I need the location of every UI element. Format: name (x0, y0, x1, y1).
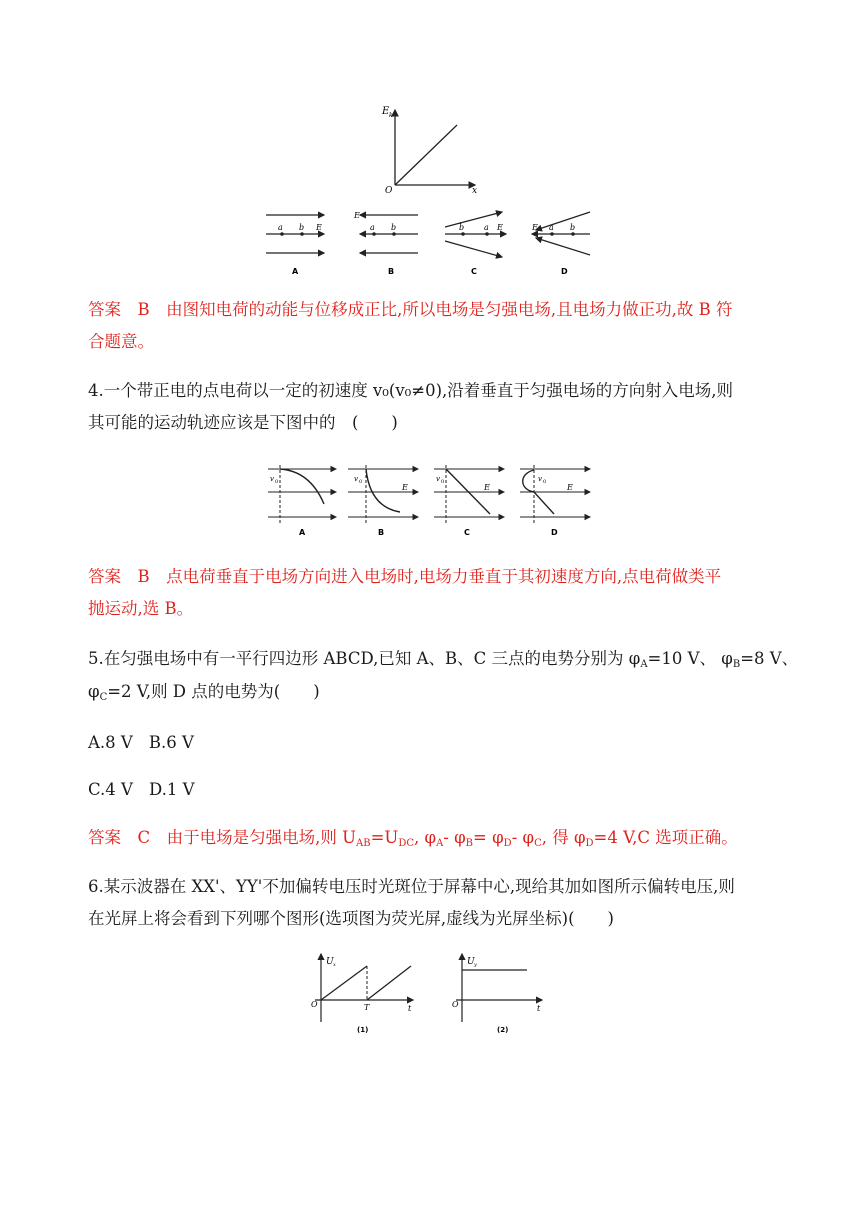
svg-text:b: b (391, 223, 397, 232)
answer-4-line-1: 答案 B 点电荷垂直于电场方向进入电场时,电场力垂直于其初速度方向,点电荷做类平 (88, 567, 722, 586)
field-option-b (353, 211, 418, 276)
trajectory-options-figure (262, 462, 597, 542)
question-4-line-2: 其可能的运动轨迹应该是下图中的 ( ) (88, 413, 398, 432)
option-label: A (299, 528, 306, 537)
ux-sawtooth-graph (311, 954, 413, 1034)
option-d[interactable]: D.1 V (148, 780, 195, 799)
svg-text:E: E (484, 483, 490, 492)
svg-text:a: a (484, 223, 489, 232)
option-a[interactable]: A.8 V (88, 733, 133, 752)
svg-text:E: E (402, 483, 408, 492)
svg-text:b: b (299, 223, 305, 232)
svg-text:v: v (354, 475, 358, 483)
svg-text:U: U (467, 957, 475, 967)
svg-text:v: v (538, 475, 542, 483)
trajectory-option-b (348, 465, 418, 537)
svg-text:b: b (570, 223, 576, 232)
option-label: A (292, 267, 299, 276)
svg-text:0: 0 (543, 479, 547, 485)
svg-text:E: E (567, 483, 573, 492)
field-option-d (531, 212, 590, 276)
svg-text:0: 0 (359, 479, 363, 485)
question-5-line-1: 5.在匀强电场中有一平行四边形 ABCD,已知 A、B、C 三点的电势分别为 $\varphi_A=10$ V、 $\varphi_B=8$ V、 (88, 649, 799, 670)
svg-text:(2): (2) (497, 1026, 509, 1034)
svg-text:O: O (311, 1000, 318, 1009)
svg-text:(1): (1) (357, 1026, 369, 1034)
deflection-voltage-figure (305, 950, 555, 1040)
svg-text:O: O (452, 1000, 459, 1009)
y-label: E (382, 106, 390, 117)
svg-text:a: a (549, 223, 554, 232)
svg-text:U: U (326, 957, 334, 967)
svg-text:x: x (333, 962, 336, 968)
question-5-line-2: $\varphi_C=2$ V,则 D 点的电势为( ) (88, 682, 320, 703)
svg-text:T: T (364, 1003, 370, 1012)
field-option-a (266, 215, 324, 276)
ek-line (395, 125, 457, 185)
svg-text:v: v (270, 475, 274, 483)
answer-3-line-1: 答案 B 由图知电荷的动能与位移成正比,所以电场是匀强电场,且电场力做正功,故 B 符 (88, 300, 733, 319)
question-5-options-row-2 (88, 778, 778, 802)
origin-label: O (385, 186, 393, 195)
uy-constant-graph (452, 954, 542, 1034)
question-6-line-2: 在光屏上将会看到下列哪个图形(选项图为荧光屏,虚线为光屏坐标)( ) (88, 909, 614, 928)
ek-x-graph (375, 100, 485, 195)
svg-text:a: a (278, 223, 283, 232)
question-5-options-row-1 (88, 731, 778, 755)
option-c[interactable]: C.4 V (88, 780, 133, 799)
svg-text:0: 0 (441, 479, 445, 485)
svg-text:E: E (532, 223, 538, 232)
svg-text:E: E (497, 223, 503, 232)
svg-text:t: t (408, 1004, 412, 1013)
y-label-sub: k (389, 112, 393, 119)
option-label: C (464, 528, 470, 537)
field-options-figure (260, 205, 605, 280)
option-label: B (388, 267, 395, 276)
option-label: C (471, 267, 477, 276)
question-6-line-1: 6.某示波器在 XX'、YY'不加偏转电压时光斑位于屏幕中心,现给其加如图所示偏转电压,则 (88, 877, 735, 896)
option-label: D (551, 528, 558, 537)
answer-4-line-2: 抛运动,选 B。 (88, 599, 194, 618)
trajectory-option-d (520, 465, 590, 537)
svg-text:y: y (474, 962, 477, 968)
trajectory-option-c (434, 465, 504, 537)
field-option-c (445, 212, 506, 276)
option-label: B (378, 528, 385, 537)
trajectory-option-a (268, 465, 336, 537)
option-b[interactable]: B.6 V (148, 733, 194, 752)
svg-text:E: E (316, 223, 322, 232)
svg-text:t: t (537, 1004, 541, 1013)
x-label: x (472, 186, 478, 195)
svg-text:v: v (436, 475, 440, 483)
answer-3-line-2: 合题意。 (88, 332, 154, 351)
svg-text:0: 0 (275, 479, 279, 485)
svg-text:b: b (459, 223, 465, 232)
svg-text:E: E (354, 211, 360, 220)
question-4-line-1: 4.一个带正电的点电荷以一定的初速度 v₀(v₀≠0),沿着垂直于匀强电场的方向射入电场,则 (88, 381, 734, 400)
answer-5: 答案 C 由于电场是匀强电场,则 $U_{AB}=U_{DC}$, $\varphi_A-$ $\varphi_B= \varphi_D-$ $\varphi_C$, 得 $\varphi_D=4$ V,C 选项正确。 (88, 828, 738, 849)
svg-text:a: a (370, 223, 375, 232)
option-label: D (561, 267, 568, 276)
